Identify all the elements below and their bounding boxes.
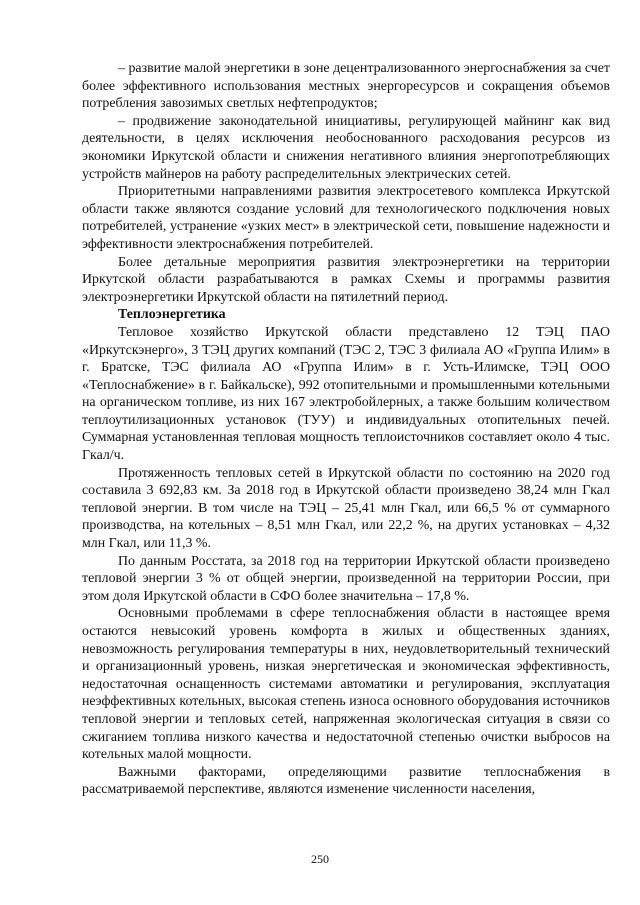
paragraph-detailed-measures: Более детальные мероприятия развития электроэнергетики на территории Иркутской области разрабатываются в рамках Схемы и программы развития электроэнергетики Иркутской области на пятилетний период. xyxy=(82,254,610,305)
paragraph-small-energy: – развитие малой энергетики в зоне децентрализованного энергоснабжения за счет более эффективного использования местных энергоресурсов и сокращения объемов потребления завозимых светлых нефтепродуктов; xyxy=(82,61,610,112)
document-body xyxy=(82,60,610,799)
paragraph-rosstat: По данным Росстата, за 2018 год на территории Иркутской области произведено тепловой энергии 3 % от общей энергии, произведенной на территории России, при этом доля Иркутской области в СФО более значительна – 17,8 %. xyxy=(82,553,610,604)
section-heading-heat-energy: Теплоэнергетика xyxy=(118,307,226,323)
paragraph-heat-facilities: Тепловое хозяйство Иркутской области представлено 12 ТЭЦ ПАО «Иркутскэнерго», 3 ТЭЦ других компаний (ТЭС 2, ТЭС 3 филиала АО «Группа Илим» в г. Братске, ТЭС филиала АО «Группа Илим» в г. Усть-Илимске, ТЭЦ ООО «Теплоснабжение» в г. Байкальске), 992 отопительными и промышленными котельными на органическом топливе, из них 167 электробойлерных, а также большим количеством теплоутилизационных установок (ТУУ) и индивидуальных отопительных печей. Суммарная установленная тепловая мощность теплоисточников составляет около 4 тыс. Гкал/ч. xyxy=(82,324,610,464)
paragraph-mining-initiative: – продвижение законодательной инициативы, регулирующей майнинг как вид деятельности, в целях исключения необоснованного расходования ресурсов из экономики Иркутской области и снижения негативного влияния энергопотребляющих устройств майнеров на работу распределительных электрических сетей. xyxy=(82,113,610,182)
paragraph-important-factors: Важными факторами, определяющими развитие теплоснабжения в рассматриваемой перспективе, являются изменение численности населения, xyxy=(82,764,610,798)
paragraph-heat-networks: Протяженность тепловых сетей в Иркутской области по состоянию на 2020 год составила 3 692,83 км. За 2018 год в Иркутской области произведено 38,24 млн Гкал тепловой энергии. В том числе на ТЭЦ – 25,41 млн Гкал, или 66,5 % от суммарного производства, на котельных – 8,51 млн Гкал, или 22,2 %, на других установках – 4,32 млн Гкал, или 11,3 %. xyxy=(82,465,610,552)
page-number: 250 xyxy=(311,852,329,866)
paragraph-heat-problems: Основными проблемами в сфере теплоснабжения области в настоящее время остаются невысокий уровень комфорта в жилых и общественных зданиях, невозможность регулирования температуры в них, неудовлетворительный технический и организационный уровень, низкая энергетическая и экономическая эффективность, недостаточная оснащенность системами автоматики и регулирования, эксплуатация неэффективных котельных, высокая степень износа основного оборудования источников тепловой энергии и тепловых сетей, напряженная экологическая ситуация в связи со сжиганием топлива низкого качества и недостаточной степенью очистки выбросов на котельных малой мощности. xyxy=(82,606,610,763)
paragraph-grid-priorities: Приоритетными направлениями развития электросетевого комплекса Иркутской области также являются создание условий для технологического подключения новых потребителей, устранение «узких мест» в электрической сети, повышение надежности и эффективности электроснабжения потребителей. xyxy=(82,184,610,252)
